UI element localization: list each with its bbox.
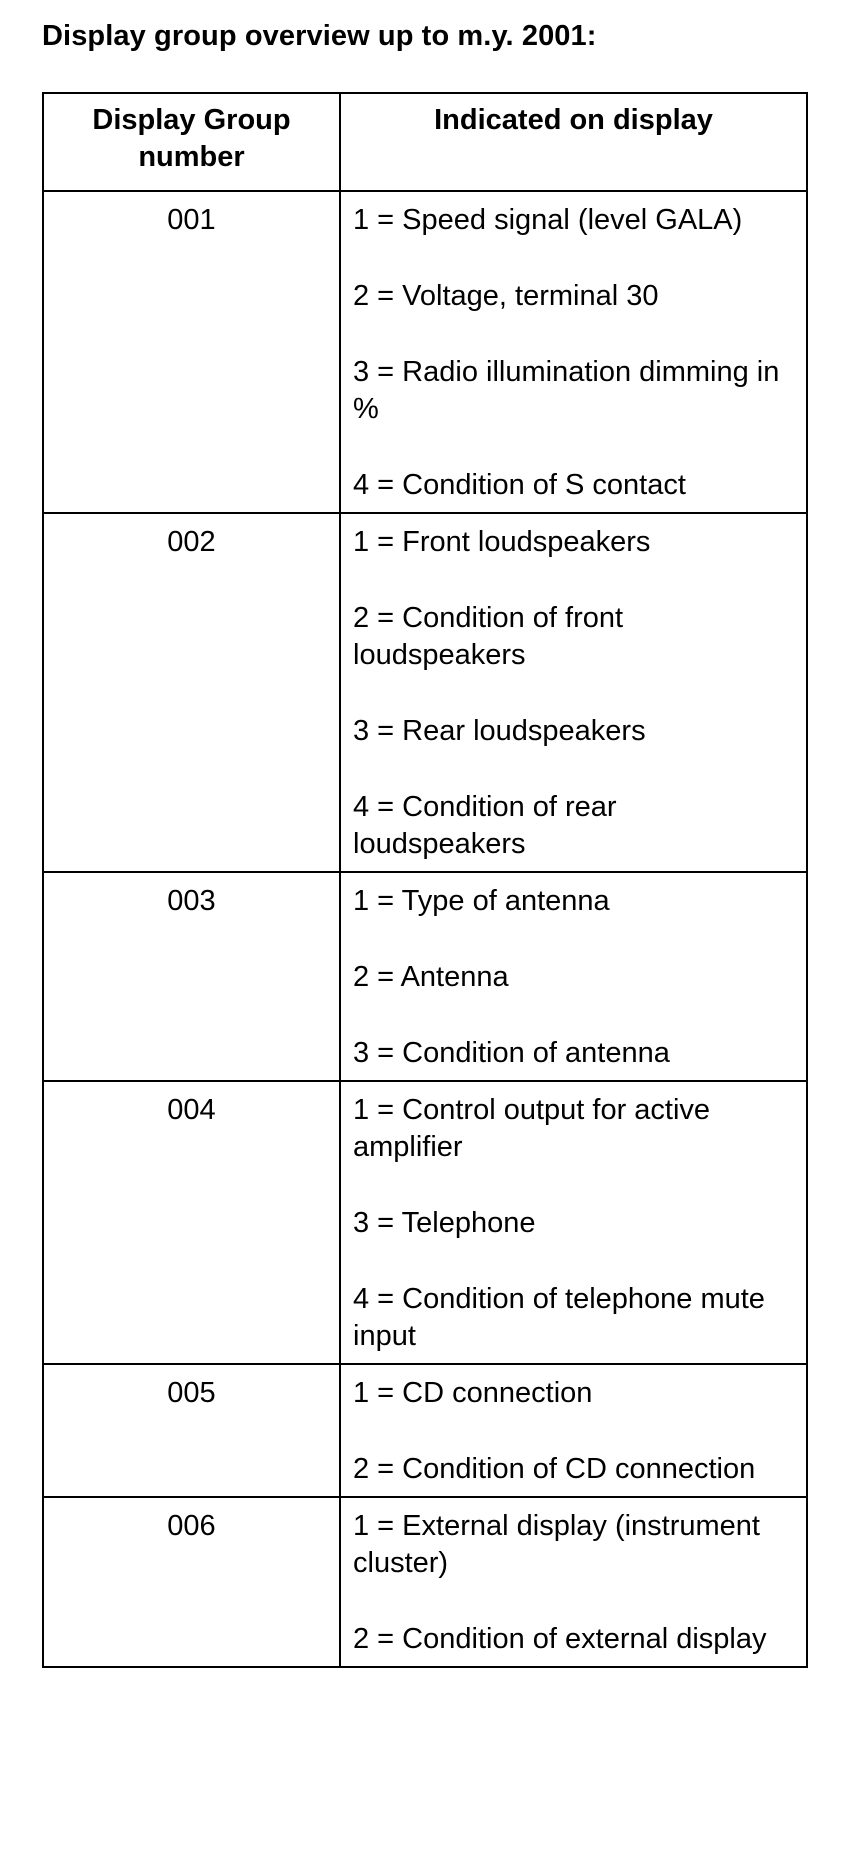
group-number-cell: 003 — [43, 872, 340, 1081]
indicator-item: 2 = Voltage, terminal 30 — [353, 280, 659, 312]
indicator-item: 2 = Antenna — [353, 961, 509, 993]
table-row — [43, 1081, 807, 1364]
indicated-cell — [340, 1081, 807, 1364]
indicated-cell — [340, 1364, 807, 1497]
indicated-cell — [340, 1497, 807, 1667]
indicator-item: 2 = Condition of external display — [353, 1623, 767, 1655]
indicated-cell — [340, 872, 807, 1081]
table-row — [43, 1497, 807, 1667]
table-row — [43, 872, 807, 1081]
page-title: Display group overview up to m.y. 2001: — [42, 20, 597, 52]
indicator-item: 1 = External display (instrument cluster) — [353, 1510, 760, 1579]
indicator-item: 4 = Condition of rear loudspeakers — [353, 791, 617, 860]
indicator-item: 3 = Condition of antenna — [353, 1037, 670, 1069]
indicator-item: 1 = Speed signal (level GALA) — [353, 204, 743, 236]
indicator-item: 2 = Condition of CD connection — [353, 1453, 756, 1485]
column-header-indicated: Indicated on display — [340, 93, 807, 191]
indicator-item: 3 = Radio illumination dimming in % — [353, 356, 780, 425]
indicator-item: 2 = Condition of front loudspeakers — [353, 602, 624, 671]
group-number-cell: 001 — [43, 191, 340, 513]
table-row — [43, 513, 807, 872]
indicator-item: 1 = Control output for active amplifier — [353, 1094, 711, 1163]
indicated-cell — [340, 191, 807, 513]
indicator-item: 4 = Condition of S contact — [353, 469, 686, 501]
display-group-table — [42, 92, 808, 1668]
group-number-cell: 002 — [43, 513, 340, 872]
indicator-item: 1 = CD connection — [353, 1377, 593, 1409]
table-row — [43, 191, 807, 513]
indicator-item: 4 = Condition of telephone mute input — [353, 1283, 765, 1352]
table-header-row — [43, 93, 807, 191]
indicator-item: 1 = Front loudspeakers — [353, 526, 651, 558]
indicator-item: 1 = Type of antenna — [353, 885, 610, 917]
group-number-cell: 005 — [43, 1364, 340, 1497]
group-number-cell: 004 — [43, 1081, 340, 1364]
indicator-item: 3 = Rear loudspeakers — [353, 715, 646, 747]
group-number-cell: 006 — [43, 1497, 340, 1667]
indicator-item: 3 = Telephone — [353, 1207, 536, 1239]
table-row — [43, 1364, 807, 1497]
column-header-group-number: Display Group number — [43, 93, 340, 191]
indicated-cell — [340, 513, 807, 872]
